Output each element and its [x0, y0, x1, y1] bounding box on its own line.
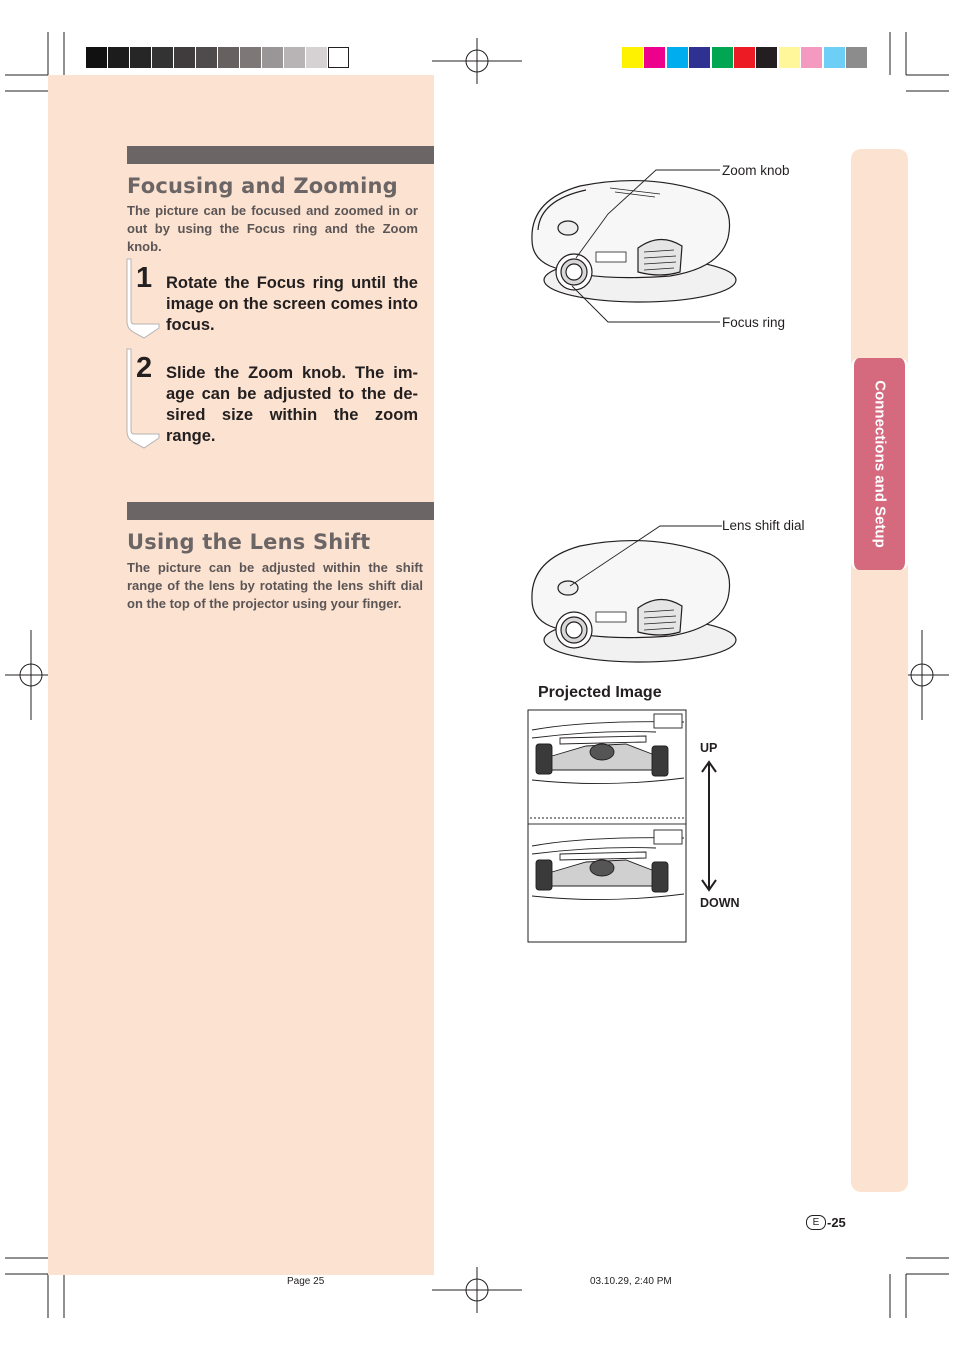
section-bar-lens-shift: [127, 502, 434, 520]
color-swatch: [644, 47, 665, 68]
footer-timestamp: 03.10.29, 2:40 PM: [590, 1276, 672, 1287]
gray-swatch: [130, 47, 151, 68]
zoom-knob-label: Zoom knob: [722, 163, 790, 178]
side-tab-text: Connections and Setup: [871, 380, 888, 548]
projected-image-title: Projected Image: [538, 684, 662, 701]
step-2-number: 2: [136, 352, 153, 384]
gray-swatch: [218, 47, 239, 68]
color-swatch: [824, 47, 845, 68]
gray-swatch: [108, 47, 129, 68]
projector-illustration-top: [520, 160, 810, 340]
section-title-lens-shift: Using the Lens Shift: [127, 530, 371, 554]
lens-shift-dial-label: Lens shift dial: [722, 518, 805, 533]
page-number-badge: E: [806, 1215, 826, 1230]
focus-ring-label: Focus ring: [722, 315, 786, 330]
gray-swatch: [196, 47, 217, 68]
gray-swatch: [174, 47, 195, 68]
up-down-arrow: [700, 760, 718, 892]
step-1-number: 1: [136, 262, 153, 294]
projected-image-diagram: [526, 708, 690, 944]
color-swatch: [779, 47, 800, 68]
color-swatch: [846, 47, 867, 68]
step-2-text: Slide the Zoom knob. The im-age can be adjusted to the de-sired size within the zoom range.: [166, 364, 418, 445]
gray-swatch: [284, 47, 305, 68]
step-1-text: Rotate the Focus ring until the image on the screen comes into focus.: [166, 274, 418, 334]
color-swatch: [801, 47, 822, 68]
page-number-value: -25: [827, 1215, 846, 1230]
section-bar-focusing: [127, 146, 434, 164]
color-swatch: [622, 47, 643, 68]
footer-page-label: Page 25: [287, 1276, 325, 1287]
gray-swatch: [152, 47, 173, 68]
section-intro-lens-shift: The picture can be adjusted within the shift range of the lens by rotating the lens shift dial on the top of the projector using your finger.: [127, 560, 423, 611]
color-swatch: [734, 47, 755, 68]
color-swatch: [689, 47, 710, 68]
side-tab-strip: [851, 149, 908, 1192]
color-swatch: [756, 47, 777, 68]
up-label: UP: [700, 741, 718, 755]
page-number: [806, 1215, 846, 1230]
section-title-focusing: Focusing and Zooming: [127, 174, 398, 198]
projector-illustration-lens-shift: [520, 518, 820, 668]
gray-swatch: [328, 47, 349, 68]
gray-swatch: [86, 47, 107, 68]
gray-swatch: [306, 47, 327, 68]
side-tab-connections-and-setup: [851, 358, 908, 570]
color-swatch: [667, 47, 688, 68]
gray-swatch: [262, 47, 283, 68]
gray-swatch: [240, 47, 261, 68]
section-intro-focusing: The picture can be focused and zoomed in or out by using the Focus ring and the Zoom knob.: [127, 203, 418, 254]
color-swatch: [712, 47, 733, 68]
down-label: DOWN: [700, 896, 740, 910]
